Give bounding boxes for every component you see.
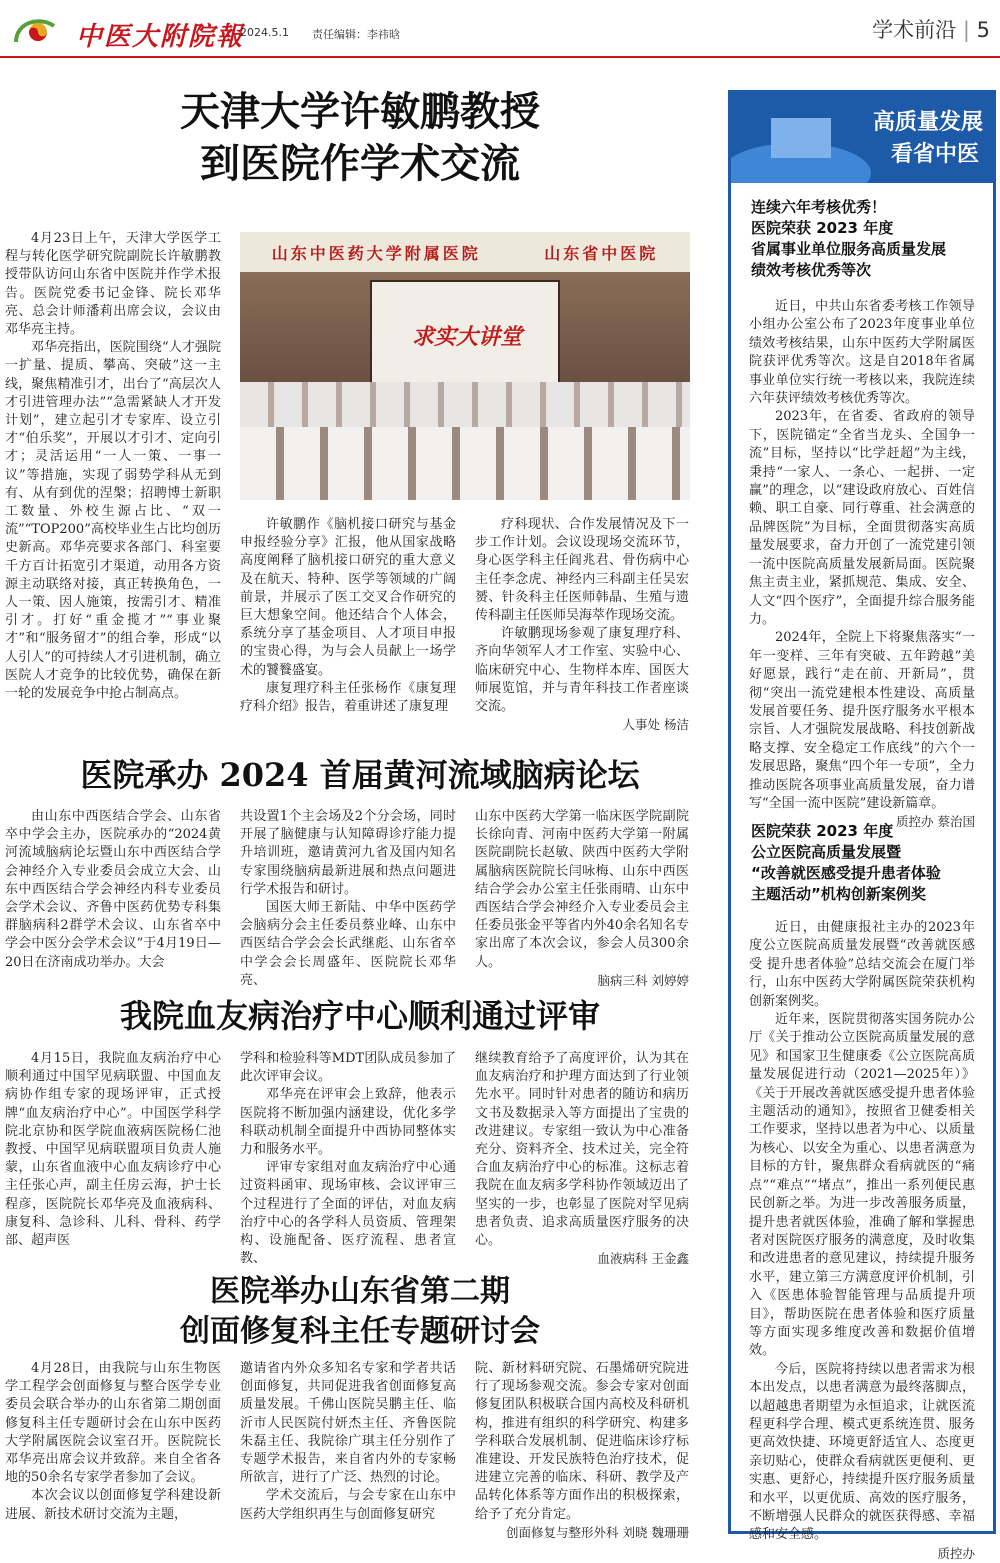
paragraph: 许敏鹏作《脑机接口研究与基金申报经验分享》汇报，他从国家战略高度阐释了脑机接口研究的重大意义及在航天、特种、医学等领域的广阔前景，并展示了医工交叉合作研究的巨大想象空间。他还结合个人体会，系统分享了基金项目、人才项目申报的宝贵心得，为与会人员献上一场学术的饕餮盛宴。 [240, 517, 456, 678]
section-label: 学术前沿 | 5 [872, 18, 990, 42]
photo-banner-right: 山东省中医院 [544, 243, 659, 263]
audience-seats-front [240, 427, 690, 500]
story2-title-line: 公立医院高质量发展暨 [751, 843, 902, 861]
story2-title-line: 主题活动”机构创新案例奖 [751, 885, 926, 903]
paragraph: 4月28日，由我院与山东生物医学工程学会创面修复与整合医学专业委员会联合举办的山东省第二期创面修复科主任专题研讨会在山东中医药大学附属医院会议室召开。医院院长邓华亮出席会议并致辞。来自全省各地的50余名专家学者参加了会议。 [5, 1361, 221, 1486]
article3-col3 [475, 1050, 689, 1268]
paragraph: 学术交流后，与会专家在山东中医药大学组织再生与创面修复研究 [240, 1488, 456, 1522]
paragraph: 4月23日上午，天津大学医学工程与转化医学研究院副院长许敏鹏教授带队访问山东省中医院并作学术报告。医院党委书记金锋、院长邓华亮、总会计师潘莉出席会议，会议由邓华亮主持。 [5, 231, 221, 338]
article4-byline: 创面修复与整形外科 刘晓 魏珊珊 [506, 1524, 689, 1540]
article2-title: 医院承办 2024 首届黄河流域脑病论坛 [80, 756, 640, 794]
paragraph: 邀请省内外众多知名专家和学者共话创面修复，共同促进我省创面修复高质量发展。千佛山医院吴鹏主任、临沂市人民医院付妍杰主任、齐鲁医院朱磊主任、我院徐广琪主任分别作了专题学术报告，来自省内外的专家畅所欲言，进行了广泛、热烈的讨论。 [240, 1361, 456, 1486]
paragraph: 邓华亮在评审会上致辞，他表示医院将不断加强内涵建设，优化多学科联动机制全面提升中西协同整体实力和服务水平。 [240, 1087, 456, 1158]
paragraph: 许敏鹏现场参观了康复理疗科、齐向华领军人才工作室、实验中心、临床研究中心、生物样本库、国医大师展览馆，并与青年科技工作者座谈交流。 [475, 626, 689, 715]
masthead: 中医大附院報 [76, 22, 245, 52]
sidebar-story1-title [751, 197, 946, 281]
article1-col2 [240, 516, 456, 716]
story1-title-line: 医院荣获 2023 年度 [751, 219, 894, 237]
page-header [0, 0, 1000, 58]
page-number: 5 [976, 18, 990, 42]
photo-banner-left: 山东中医药大学附属医院 [271, 243, 481, 263]
paragraph: 2024年，全院上下将聚焦落实“一年一变样、三年有突破、五年跨越”美好愿景，践行“走在前、开新局”，贯彻“突出一流党建根本性建设、高质量发展首要任务、提升医疗服务水平根本宗旨、人才强院发展战略、科技创新战略支撑、安全稳定工作底线”的六个一发展思路，聚焦“四个年一专项”，全力推动医院各项事业高质量发展，奋力谱写“全国一流中医院”建设新篇章。 [749, 630, 975, 811]
sidebar-banner [731, 93, 993, 183]
article4-title-line1: 医院举办山东省第二期 [210, 1274, 510, 1309]
article2-col1 [5, 808, 221, 972]
article3-col1 [5, 1050, 221, 1250]
article2-col2 [240, 808, 456, 990]
paragraph: 近日，中共山东省委考核工作领导小组办公室公布了2023年度事业单位绩效考核结果，山东中医药大学附属医院获评优秀等次。这是自2018年省属事业单位实行统一考核以来，我院连续六年获评绩效考核优秀等次。 [749, 299, 975, 407]
article1-col1 [5, 230, 221, 703]
header-rule [0, 56, 1000, 58]
article1-title-line2: 到医院作学术交流 [200, 140, 520, 187]
paragraph: 4月15日，我院血友病治疗中心顺利通过中国罕见病联盟、中国血友病协作组专家的现场评审，正式授牌“血友病治疗中心”。中国医学科学院北京协和医学院血液病医院杨仁池教授、中国罕见病联盟项目负责人施蒙，山东省血液中心血友病诊疗中心主任张心声，副主任房云海，护士长程彦，医院院长邓华亮及血液病科、康复科、急诊科、儿科、骨科、药学部、超声医 [5, 1051, 221, 1249]
article4-col2 [240, 1360, 456, 1524]
article2-col3 [475, 808, 689, 990]
issue-date: 2024.5.1 [240, 26, 289, 39]
lecture-photo [240, 232, 690, 500]
story1-title-line: 连续六年考核优秀！ [751, 198, 887, 216]
hospital-logo-icon [10, 12, 62, 52]
paragraph: 山东中医药大学第一临床医学院副院长徐向青、河南中医药大学第一附属医院副院长赵敏、陕西中医药大学附属脑病医院院长闫咏梅、山东中西医结合学会办公室主任张雨晴、山东中西医结合学会神经介入专业委员会主任委员张金平等省内外40余名知名专家出席了本次会议，参会人员300余人。 [475, 809, 689, 970]
article4-title [80, 1272, 640, 1352]
banner-title-line1: 高质量发展 [872, 110, 983, 135]
paragraph: 本次会议以创面修复学科建设新进展、新技术研讨交流为主题， [5, 1488, 221, 1522]
paragraph: 由山东中西医结合学会、山东省卒中学会主办，医院承办的“2024黄河流域脑病论坛暨山东中西医结合学会神经介入专业委员会成立大会、山东中西医结合学会神经内科专业委员会学术会议、齐鲁中医药优势专科集群脑病科2群学术会议、山东省卒中学会中医分会学术会议”于4月19日—20日在济南成功举办。大会 [5, 809, 221, 970]
story1-byline: 质控办 蔡治国 [896, 814, 975, 830]
article4-col1 [5, 1360, 221, 1524]
story2-title-line: 医院荣获 2023 年度 [751, 822, 894, 840]
banner-building-graphic [771, 118, 831, 158]
article4-col3 [475, 1360, 689, 1542]
story1-title-line: 省属事业单位服务高质量发展 [751, 240, 947, 258]
article1-title [80, 86, 640, 190]
paragraph: 继续教育给予了高度评价，认为其在血友病治疗和护理方面达到了行业领先水平。同时针对患者的随访和病历文书及数据录入等方面提出了宝贵的改进建议。专家组一致认为中心准备充分、资料齐全、技术过关，完全符合血友病治疗中心的标准。这标志着我院在血友病多学科协作领域迈出了坚实的一步，也彰显了医院对罕见病患者负责、追求高质量医疗服务的决心。 [475, 1051, 689, 1249]
story2-byline: 质控办 [937, 1545, 975, 1561]
photo-banner [240, 232, 690, 272]
paragraph: 院、新材料研究院、石墨烯研究院进行了现场参观交流。参会专家对创面修复团队积极联合国内高校及科研机构，推进有组织的科学研究、构建多学科联合发展机制、促进临床诊疗标准建设、开发民族特色治疗技术，促进建立完善的临床、科研、教学及产品转化体系等方面作出的积极探索，给予了充分肯定。 [475, 1361, 689, 1522]
paragraph: 康复理疗科主任张杨作《康复理疗科介绍》报告，着重讲述了康复理 [240, 680, 456, 715]
paragraph: 国医大师王新陆、中华中医药学会脑病分会主任委员蔡业峰、山东中西医结合学会会长武继彪、山东省卒中学会会长周盛年、医院院长邓华亮、 [240, 900, 456, 988]
paragraph: 疗科现状、合作发展情况及下一步工作计划。会议设现场交流环节，身心医学科主任阎兆君、骨伤病中心主任李念虎、神经内三科副主任吴宏赟、针灸科主任医师韩晶、生殖与遗传科副主任医师吴海萃作现场交流。 [475, 517, 689, 624]
article2-byline: 脑病三科 刘婷婷 [597, 972, 689, 988]
paragraph: 学科和检验科等MDT团队成员参加了此次评审会议。 [240, 1051, 456, 1085]
paragraph: 邓华亮指出，医院围绕“人才强院一扩量、提质、攀高、突破”这一主线，聚焦精准引才，出台了“高层次人才引进管理办法”“急需紧缺人才开发计划”，建立起引才专家库、设立引才“伯乐奖”，开展以才引才、定向引才；灵活运用“一人一策、一事一议”等措施，实现了弱势学科从无到有、从有到优的涅槃；招聘博士新职工数量、外校生源占比、“双一流”“TOP200”高校毕业生占比均创历史新高。邓华亮要求各部门、科室要千方百计拓宽引才渠道，动用各方资源主动联络对接，真正转换角色，一人一策、因人施策，按需引才、精准引才。打好“重金揽才”“事业聚才”和“服务留才”的组合拳，形成“以人引人”的可持续人才引进机制，确立医院人才竞争的比较优势，确保在新一轮的发展竞争中抢占制高点。 [5, 340, 221, 702]
paragraph: 今后，医院将持续以患者需求为根本出发点，以患者满意为最终落脚点，以超越患者期望为永恒追求，让就医流程更科学合理、模式更系统连贯、服务更高效快捷、环境更舒适宜人、态度更亲切贴心，使群众看病就医更便利、更实惠、更舒心，持续提升医疗服务质量和水平，以更优质、高效的医疗服务，不断增强人民群众的就医获得感、幸福感和安全感。 [749, 1361, 975, 1543]
article3-title: 我院血友病治疗中心顺利通过评审 [119, 997, 600, 1035]
article1-title-line1: 天津大学许敏鹏教授 [180, 88, 540, 135]
paragraph: 近年来，医院贯彻落实国务院办公厅《关于推动公立医院高质量发展的意见》和国家卫生健康委《公立医院高质量发展促进行动（2021—2025年）》《关于开展改善就医感受提升患者体验主题活动的通知》，按照省卫健委相关工作要求，坚持以患者为中心、以质量为核心、以安全为重心、以患者满意为目标的方针，聚焦群众看病就医的“痛点”“难点”“堵点”，推出一系列便民惠民创新之举。为进一步改善服务质量，提升患者就医体验，准确了解和掌握患者对医院医疗服务的满意度，及时收集和改进患者的意见建议，持续提升服务水平，建立第三方满意度评价机制，引入《医患体验智能管理与品质提升项目》，帮助医院在患者体验和医疗质量等方面实现多维度改善和数据价值增效。 [749, 1012, 975, 1359]
sidebar-story1-body [749, 298, 975, 832]
article3-col2 [240, 1050, 456, 1268]
editor-credit: 责任编辑：李祎晗 [312, 28, 400, 41]
article1-col3 [475, 516, 689, 734]
projector-screen [370, 280, 560, 390]
story2-title-line: “改善就医感受提升患者体验 [751, 864, 941, 882]
sidebar-column [728, 90, 996, 1561]
sidebar-story2-title [751, 821, 941, 905]
story1-title-line: 绩效考核优秀等次 [751, 261, 872, 279]
article4-title-line2: 创面修复科主任专题研讨会 [180, 1314, 540, 1349]
paragraph: 2023年，在省委、省政府的领导下，医院锚定“全省当龙头、全国争一流”目标，坚持以“比学赶超”为主线，秉持“一家人、一条心、一起拼、一定赢”的理念，以“建设政府放心、百姓信赖、职工自豪、同行尊重、社会满意的品牌医院”为目标，全面贯彻落实高质量发展要求，奋力开创了一流党建引领一流中医院高质量发展新局面。医院聚焦主责主业，紧抓规范、集成、安全、人文“四个医疗”，全面提升综合服务能力。 [749, 409, 975, 627]
screen-title: 求实大讲堂 [411, 324, 522, 350]
sidebar-story2-body [749, 919, 975, 1563]
section-name: 学术前沿 [872, 18, 957, 42]
paragraph: 评审专家组对血友病治疗中心通过资料函审、现场审核、会议评审三个过程进行了全面的评估，对血友病治疗中心的各学科人员资质、管理架构、设施配备、医疗流程、患者宣教、 [240, 1160, 456, 1267]
article3-byline: 血液病科 王金鑫 [597, 1251, 689, 1267]
article1-byline: 人事处 杨洁 [622, 717, 689, 733]
paragraph: 近日，由健康报社主办的2023年度公立医院高质量发展暨“改善就医感受 提升患者体验”总结交流会在厦门举行，山东中医药大学附属医院荣获机构创新案例奖。 [749, 920, 975, 1009]
banner-title-line2: 看省中医 [890, 142, 979, 167]
paragraph: 共设置1个主会场及2个分会场，同时开展了脑健康与认知障碍诊疗能力提升培训班，邀请黄河九省及国内知名专家围绕脑病最新进展和热点问题进行学术报告和研讨。 [240, 809, 456, 897]
